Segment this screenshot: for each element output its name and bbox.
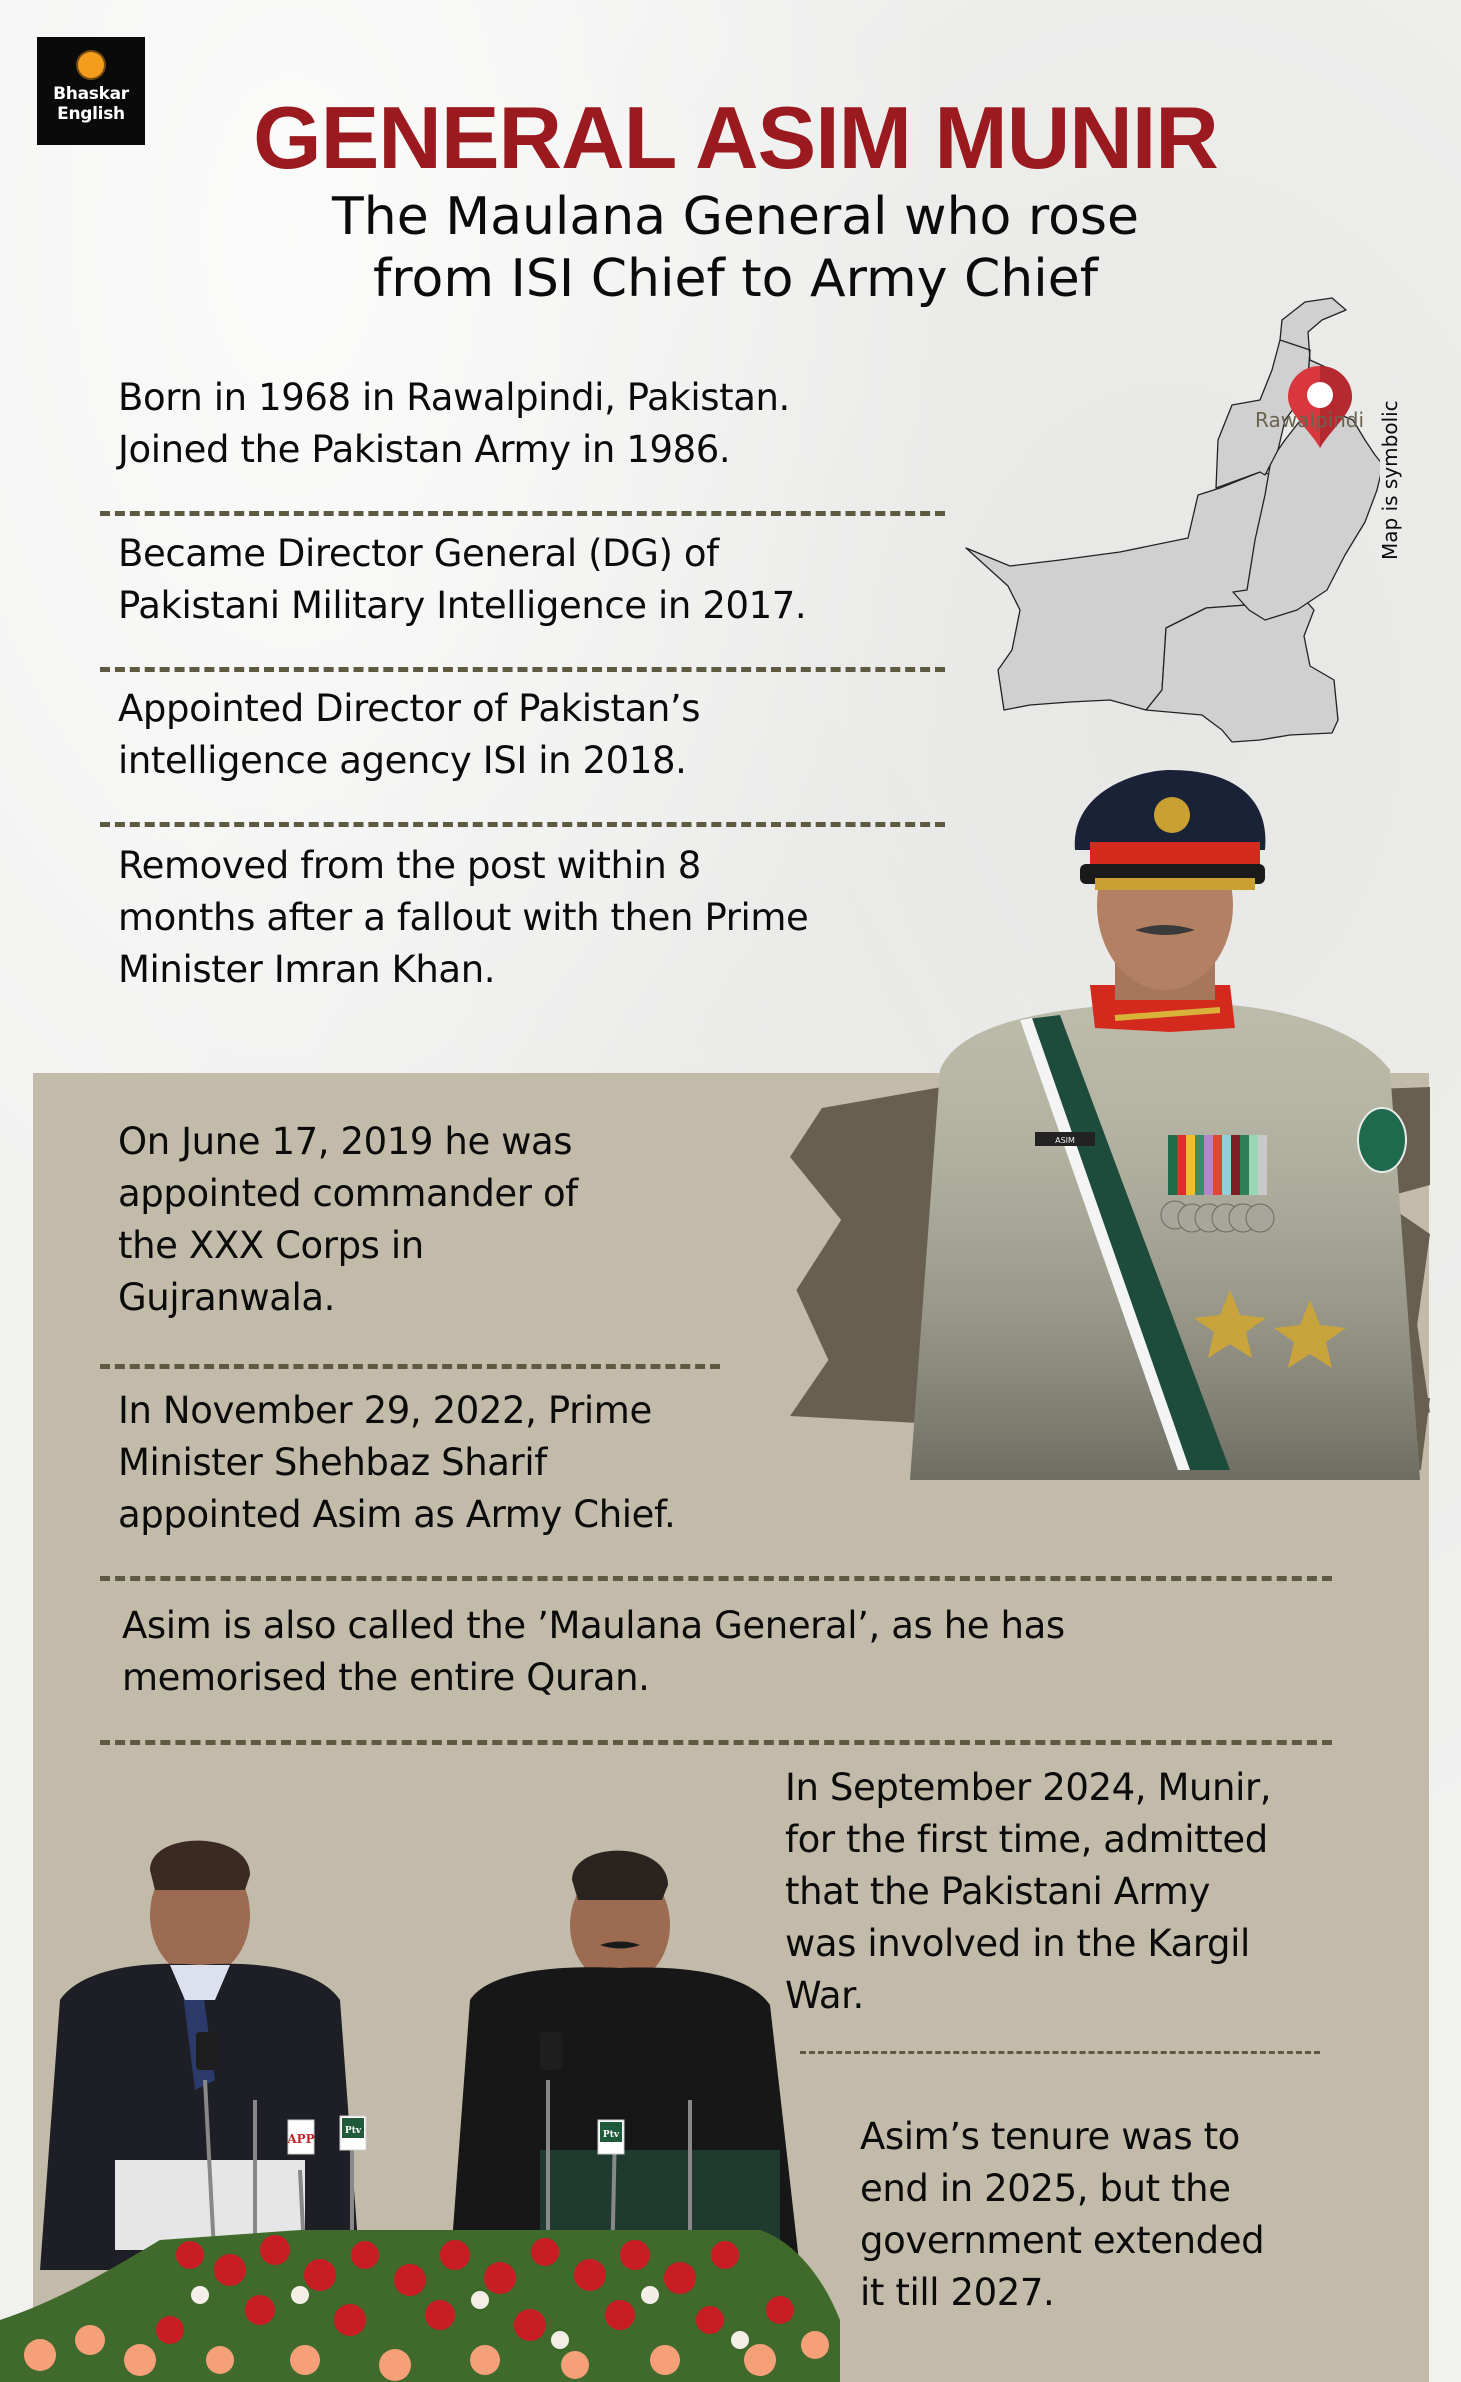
- fact-line: Appointed Director of Pakistan’s: [118, 687, 701, 730]
- subtitle-line-2: from ISI Chief to Army Chief: [372, 249, 1099, 309]
- divider: [100, 1576, 1332, 1581]
- divider: [100, 511, 945, 516]
- logo-text-line1: Bhaskar: [53, 84, 129, 104]
- fact-isi: [118, 683, 700, 787]
- fact-kargil: [785, 1762, 1271, 2022]
- fact-line: was involved in the Kargil: [785, 1922, 1250, 1965]
- subtitle-line-1: The Maulana General who rose: [331, 187, 1139, 247]
- fact-line: months after a fallout with then Prime: [118, 896, 809, 939]
- fact-line: Removed from the post within 8: [118, 844, 701, 887]
- logo-text-line2: English: [57, 104, 125, 124]
- fact-line: On June 17, 2019 he was: [118, 1120, 573, 1163]
- sun-icon: [78, 52, 104, 78]
- fact-line: Minister Shehbaz Sharif: [118, 1441, 547, 1484]
- fact-line: the XXX Corps in: [118, 1224, 424, 1267]
- divider: [100, 1740, 1332, 1745]
- mic-label-ptv: Ptv: [344, 2126, 362, 2136]
- fact-tenure: [860, 2111, 1264, 2319]
- general-portrait: [900, 770, 1430, 1480]
- divider: [100, 1364, 720, 1369]
- mic-label-app: APP: [287, 2132, 315, 2146]
- fact-line: Became Director General (DG) of: [118, 532, 719, 575]
- fact-dg-mi: [118, 528, 806, 632]
- fact-line: for the first time, admitted: [785, 1818, 1268, 1861]
- divider: [100, 822, 945, 827]
- mic-label-ptv: Ptv: [602, 2130, 620, 2140]
- fact-line: Minister Imran Khan.: [118, 948, 496, 991]
- page-title: GENERAL ASIM MUNIR: [253, 88, 1218, 187]
- fact-xxx-corps: [118, 1116, 578, 1324]
- fact-line: government extended: [860, 2219, 1265, 2262]
- fact-line: War.: [785, 1974, 864, 2017]
- fact-line: In September 2024, Munir,: [785, 1766, 1272, 1809]
- fact-born: [118, 372, 790, 476]
- fact-line: intelligence agency ISI in 2018.: [118, 739, 687, 782]
- fact-line: appointed commander of: [118, 1172, 578, 1215]
- pakistan-map: [960, 290, 1380, 750]
- oath-ceremony-photo: [0, 1800, 840, 2382]
- fact-army-chief: [118, 1385, 675, 1541]
- fact-line: Asim is also called the ’Maulana General’, as he has: [122, 1604, 1065, 1647]
- fact-line: Born in 1968 in Rawalpindi, Pakistan.: [118, 376, 790, 419]
- map-disclaimer: Map is symbolic: [1378, 400, 1402, 560]
- fact-line: Joined the Pakistan Army in 1986.: [118, 428, 731, 471]
- divider: [100, 667, 945, 672]
- fact-line: Pakistani Military Intelligence in 2017.: [118, 584, 807, 627]
- fact-line: end in 2025, but the: [860, 2167, 1231, 2210]
- fact-line: Asim’s tenure was to: [860, 2115, 1240, 2158]
- fact-line: In November 29, 2022, Prime: [118, 1389, 652, 1432]
- fact-maulana: [122, 1600, 1065, 1704]
- fact-line: appointed Asim as Army Chief.: [118, 1493, 676, 1536]
- map-pin-label: Rawalpindi: [1255, 408, 1365, 432]
- divider: [800, 2051, 1320, 2054]
- fact-line: Gujranwala.: [118, 1276, 335, 1319]
- fact-removed: [118, 840, 808, 996]
- fact-line: that the Pakistani Army: [785, 1870, 1210, 1913]
- fact-line: memorised the entire Quran.: [122, 1656, 650, 1699]
- fact-line: it till 2027.: [860, 2271, 1055, 2314]
- nameplate-text: ASIM: [1055, 1136, 1075, 1145]
